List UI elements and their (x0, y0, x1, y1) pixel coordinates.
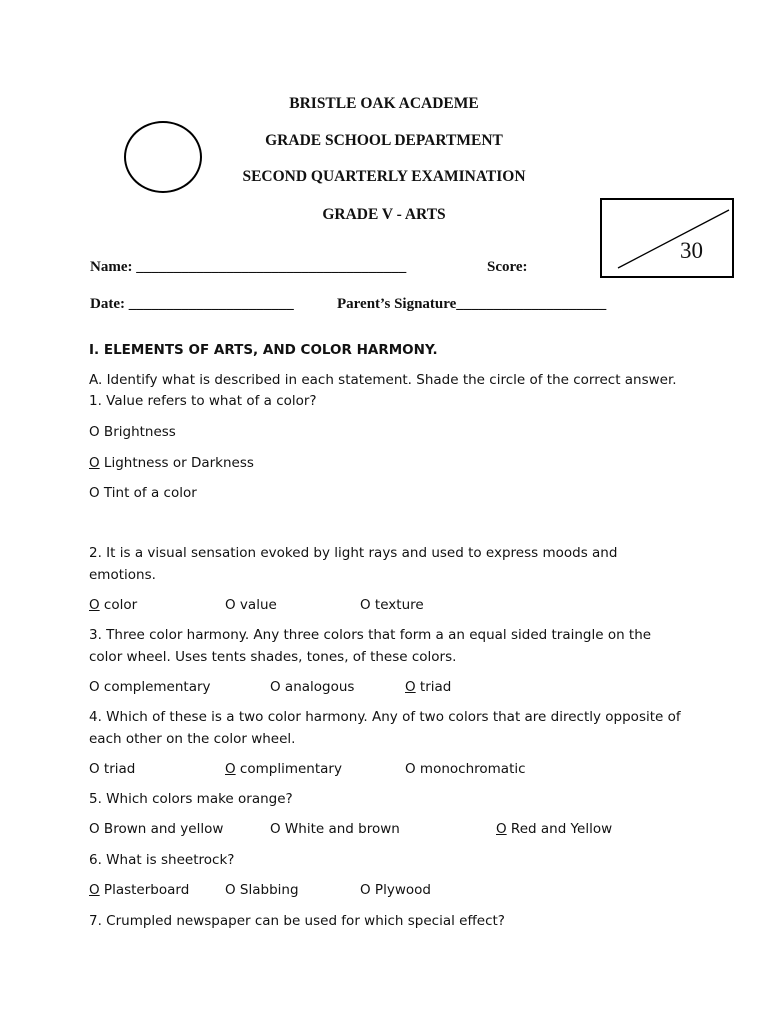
question-2-text: emotions. (89, 567, 156, 583)
question-3-text: color wheel. Uses tents shades, tones, of these colors. (89, 649, 457, 665)
answer-marker[interactable]: O (89, 679, 100, 695)
exam-title: SECOND QUARTERLY EXAMINATION (242, 168, 526, 185)
answer-marker[interactable]: O (360, 882, 371, 898)
section-instruction: A. Identify what is described in each statement. Shade the circle of the correct answer. (89, 372, 677, 388)
answer-marker[interactable]: O (270, 821, 281, 837)
answer-marker[interactable]: O (225, 882, 236, 898)
question-6-option[interactable] (225, 882, 299, 898)
school-logo-placeholder (124, 121, 202, 193)
department-title: GRADE SCHOOL DEPARTMENT (265, 132, 503, 149)
question-2-text: 2. It is a visual sensation evoked by light rays and used to express moods and (89, 545, 618, 561)
option-label: monochromatic (415, 761, 526, 777)
option-label: Tint of a color (99, 485, 197, 501)
answer-marker[interactable]: O (270, 679, 281, 695)
score-label: Score: (487, 259, 528, 275)
answer-marker-selected[interactable]: O (89, 455, 100, 471)
option-label: Red and Yellow (506, 821, 613, 837)
parent-signature-field[interactable]: Parent’s Signature____________________ (337, 296, 607, 312)
question-4-text: each other on the color wheel. (89, 731, 296, 747)
option-label: triad (415, 679, 452, 695)
answer-marker-selected[interactable]: O (496, 821, 507, 837)
question-2-option[interactable] (360, 597, 424, 613)
question-2-option[interactable] (225, 597, 277, 613)
school-name: BRISTLE OAK ACADEME (289, 95, 479, 112)
question-4-option[interactable] (225, 761, 342, 777)
option-label: Plasterboard (99, 882, 190, 898)
question-2-option[interactable] (89, 597, 137, 613)
question-5-text: 5. Which colors make orange? (89, 791, 293, 807)
question-5-option[interactable] (496, 821, 612, 837)
question-3-option[interactable] (89, 679, 211, 695)
option-label: Slabbing (235, 882, 299, 898)
date-field[interactable]: Date: ______________________ (90, 296, 294, 312)
question-5-option[interactable] (89, 821, 223, 837)
question-6-option[interactable] (360, 882, 431, 898)
score-box (600, 198, 734, 278)
answer-marker[interactable]: O (360, 597, 371, 613)
option-label: White and brown (280, 821, 400, 837)
question-5-option[interactable] (270, 821, 400, 837)
answer-marker-selected[interactable]: O (225, 761, 236, 777)
option-label: Brown and yellow (99, 821, 224, 837)
answer-marker[interactable]: O (89, 821, 100, 837)
question-6-option[interactable] (89, 882, 189, 898)
option-label: analogous (280, 679, 355, 695)
option-label: color (99, 597, 138, 613)
question-4-option[interactable] (89, 761, 135, 777)
question-6-text: 6. What is sheetrock? (89, 852, 235, 868)
section-title: I. ELEMENTS OF ARTS, AND COLOR HARMONY. (89, 342, 438, 358)
question-3-option[interactable] (405, 679, 451, 695)
option-label: texture (370, 597, 424, 613)
subject-title: GRADE V - ARTS (322, 206, 446, 223)
question-4-option[interactable] (405, 761, 526, 777)
question-1-text: 1. Value refers to what of a color? (89, 393, 317, 409)
answer-marker[interactable]: O (405, 761, 416, 777)
option-label: complementary (99, 679, 211, 695)
answer-marker-selected[interactable]: O (89, 882, 100, 898)
option-label: triad (99, 761, 136, 777)
option-label: Plywood (370, 882, 431, 898)
answer-marker[interactable]: O (89, 485, 100, 501)
question-1-option[interactable] (89, 485, 197, 501)
answer-marker-selected[interactable]: O (89, 597, 100, 613)
option-label: value (235, 597, 277, 613)
question-3-option[interactable] (270, 679, 354, 695)
name-field[interactable]: Name: ____________________________________ (90, 259, 407, 275)
score-slash (602, 200, 732, 276)
option-label: complimentary (235, 761, 342, 777)
question-1-option[interactable] (89, 455, 254, 471)
question-7-text: 7. Crumpled newspaper can be used for which special effect? (89, 913, 505, 929)
question-4-text: 4. Which of these is a two color harmony. Any of two colors that are directly opposite of (89, 709, 681, 725)
answer-marker[interactable]: O (89, 424, 100, 440)
question-3-text: 3. Three color harmony. Any three colors that form a an equal sided traingle on the (89, 627, 652, 643)
score-total: 30 (680, 238, 703, 263)
option-label: Brightness (99, 424, 176, 440)
answer-marker-selected[interactable]: O (405, 679, 416, 695)
option-label: Lightness or Darkness (99, 455, 254, 471)
question-1-option[interactable] (89, 424, 176, 440)
answer-marker[interactable]: O (225, 597, 236, 613)
answer-marker[interactable]: O (89, 761, 100, 777)
